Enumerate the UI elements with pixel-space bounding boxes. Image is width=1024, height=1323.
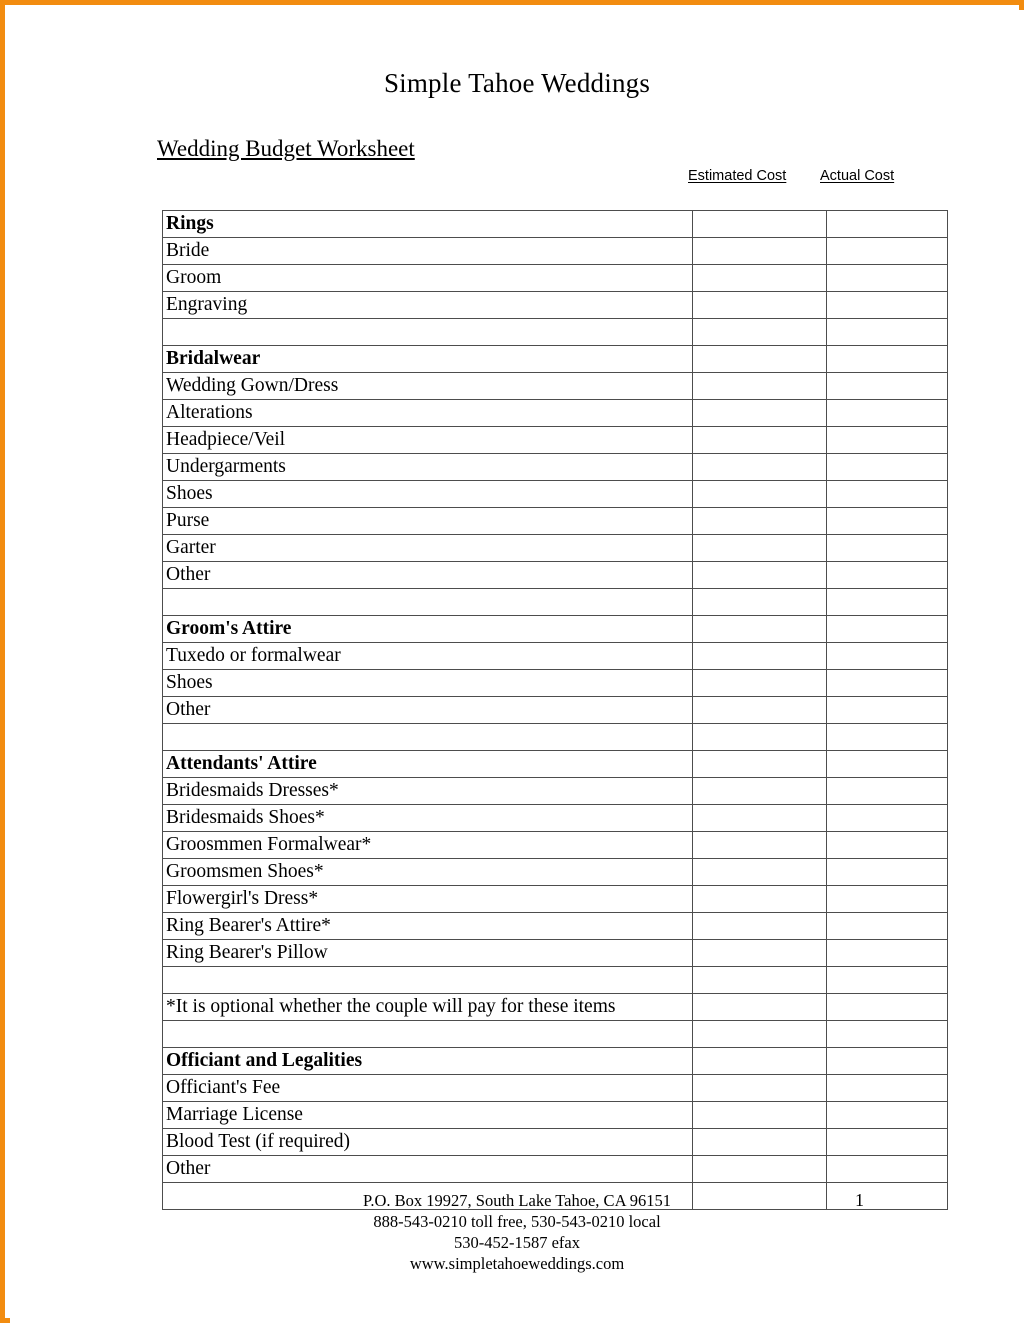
item-label-cell: Engraving	[163, 292, 693, 319]
estimated-cost-cell[interactable]	[693, 616, 827, 643]
estimated-cost-cell[interactable]	[693, 292, 827, 319]
table-row	[163, 400, 948, 427]
table-row	[163, 886, 948, 913]
actual-cost-cell[interactable]	[827, 643, 948, 670]
actual-cost-cell[interactable]	[827, 616, 948, 643]
estimated-cost-cell[interactable]	[693, 319, 827, 346]
table-row	[163, 589, 948, 616]
estimated-cost-cell[interactable]	[693, 562, 827, 589]
item-label-cell: Flowergirl's Dress*	[163, 886, 693, 913]
estimated-cost-cell[interactable]	[693, 643, 827, 670]
estimated-cost-cell[interactable]	[693, 967, 827, 994]
actual-cost-cell[interactable]	[827, 265, 948, 292]
estimated-cost-cell[interactable]	[693, 1075, 827, 1102]
item-label-cell: Other	[163, 697, 693, 724]
section-header-cell: Attendants' Attire	[163, 751, 693, 778]
footer-contact-block	[10, 1190, 1024, 1274]
table-row	[163, 319, 948, 346]
table-row	[163, 454, 948, 481]
actual-cost-cell[interactable]	[827, 670, 948, 697]
item-label-cell: Alterations	[163, 400, 693, 427]
item-label-cell: Bridesmaids Dresses*	[163, 778, 693, 805]
estimated-cost-cell[interactable]	[693, 778, 827, 805]
estimated-cost-cell[interactable]	[693, 859, 827, 886]
table-row	[163, 481, 948, 508]
table-row	[163, 1048, 948, 1075]
actual-cost-cell[interactable]	[827, 211, 948, 238]
item-label-cell: Bridesmaids Shoes*	[163, 805, 693, 832]
spacer-cell	[163, 319, 693, 346]
footer-phone: 888-543-0210 toll free, 530-543-0210 local	[373, 1212, 661, 1231]
actual-cost-cell[interactable]	[827, 994, 948, 1021]
table-row	[163, 805, 948, 832]
item-label-cell: Marriage License	[163, 1102, 693, 1129]
section-header-cell: Officiant and Legalities	[163, 1048, 693, 1075]
item-label-cell: Purse	[163, 508, 693, 535]
estimated-cost-cell[interactable]	[693, 1021, 827, 1048]
actual-cost-cell[interactable]	[827, 535, 948, 562]
actual-cost-cell[interactable]	[827, 1075, 948, 1102]
item-label-cell: Shoes	[163, 670, 693, 697]
table-row	[163, 724, 948, 751]
actual-cost-cell[interactable]	[827, 913, 948, 940]
spacer-cell	[163, 589, 693, 616]
estimated-cost-cell[interactable]	[693, 481, 827, 508]
section-header-cell: Groom's Attire	[163, 616, 693, 643]
budget-table-body	[163, 211, 948, 1210]
actual-cost-cell[interactable]	[827, 859, 948, 886]
table-row	[163, 913, 948, 940]
item-label-cell: Blood Test (if required)	[163, 1129, 693, 1156]
table-row	[163, 616, 948, 643]
table-row	[163, 508, 948, 535]
footer-website: www.simpletahoeweddings.com	[409, 1254, 625, 1273]
table-row	[163, 373, 948, 400]
actual-cost-cell[interactable]	[827, 454, 948, 481]
table-row	[163, 211, 948, 238]
page-number: 1	[855, 1190, 864, 1210]
item-label-cell: Other	[163, 562, 693, 589]
actual-cost-cell[interactable]	[827, 1048, 948, 1075]
actual-cost-cell[interactable]	[827, 562, 948, 589]
footer-fax: 530-452-1587 efax	[453, 1233, 580, 1252]
estimated-cost-cell[interactable]	[693, 886, 827, 913]
item-label-cell: Shoes	[163, 481, 693, 508]
table-row	[163, 697, 948, 724]
table-row	[163, 346, 948, 373]
estimated-cost-cell[interactable]	[693, 940, 827, 967]
spacer-cell	[163, 1021, 693, 1048]
item-label-cell: Groom	[163, 265, 693, 292]
table-row	[163, 292, 948, 319]
estimated-cost-cell[interactable]	[693, 238, 827, 265]
estimated-cost-cell[interactable]	[693, 454, 827, 481]
table-row	[163, 1075, 948, 1102]
item-label-cell: Bride	[163, 238, 693, 265]
item-label-cell: Groomsmen Shoes*	[163, 859, 693, 886]
estimated-cost-cell[interactable]	[693, 346, 827, 373]
column-caption-actual-cost: Actual Cost	[820, 168, 895, 184]
page-content	[10, 10, 1024, 1323]
estimated-cost-cell[interactable]	[693, 265, 827, 292]
table-row	[163, 643, 948, 670]
table-row	[163, 535, 948, 562]
item-label-cell: Undergarments	[163, 454, 693, 481]
actual-cost-cell[interactable]	[827, 886, 948, 913]
estimated-cost-cell[interactable]	[693, 508, 827, 535]
table-row	[163, 1021, 948, 1048]
actual-cost-cell[interactable]	[827, 724, 948, 751]
estimated-cost-cell[interactable]	[693, 211, 827, 238]
actual-cost-cell[interactable]	[827, 805, 948, 832]
item-label-cell: Other	[163, 1156, 693, 1183]
estimated-cost-cell[interactable]	[693, 832, 827, 859]
estimated-cost-cell[interactable]	[693, 427, 827, 454]
actual-cost-cell[interactable]	[827, 481, 948, 508]
table-row	[163, 1156, 948, 1183]
table-row	[163, 1102, 948, 1129]
table-row	[163, 427, 948, 454]
table-row	[163, 940, 948, 967]
estimated-cost-cell[interactable]	[693, 1102, 827, 1129]
estimated-cost-cell[interactable]	[693, 697, 827, 724]
estimated-cost-cell[interactable]	[693, 670, 827, 697]
estimated-cost-cell[interactable]	[693, 724, 827, 751]
column-caption-estimated-cost: Estimated Cost	[688, 168, 787, 184]
item-label-cell: Groosmmen Formalwear*	[163, 832, 693, 859]
estimated-cost-cell[interactable]	[693, 751, 827, 778]
item-label-cell: Ring Bearer's Attire*	[163, 913, 693, 940]
table-row	[163, 238, 948, 265]
table-row	[163, 967, 948, 994]
actual-cost-cell[interactable]	[827, 346, 948, 373]
estimated-cost-cell[interactable]	[693, 1048, 827, 1075]
actual-cost-cell[interactable]	[827, 508, 948, 535]
actual-cost-cell[interactable]	[827, 940, 948, 967]
actual-cost-cell[interactable]	[827, 589, 948, 616]
estimated-cost-cell[interactable]	[693, 805, 827, 832]
item-label-cell: Garter	[163, 535, 693, 562]
estimated-cost-cell[interactable]	[693, 913, 827, 940]
actual-cost-cell[interactable]	[827, 427, 948, 454]
actual-cost-cell[interactable]	[827, 238, 948, 265]
estimated-cost-cell[interactable]	[693, 994, 827, 1021]
actual-cost-cell[interactable]	[827, 1129, 948, 1156]
item-label-cell: Officiant's Fee	[163, 1075, 693, 1102]
estimated-cost-cell[interactable]	[693, 373, 827, 400]
footnote-cell: *It is optional whether the couple will pay for these items	[163, 994, 693, 1021]
budget-table	[162, 210, 948, 1210]
spacer-cell	[163, 967, 693, 994]
table-row	[163, 1129, 948, 1156]
item-label-cell: Wedding Gown/Dress	[163, 373, 693, 400]
table-row	[163, 670, 948, 697]
actual-cost-cell[interactable]	[827, 373, 948, 400]
table-row	[163, 265, 948, 292]
table-row	[163, 562, 948, 589]
section-header-cell: Bridalwear	[163, 346, 693, 373]
table-row	[163, 994, 948, 1021]
actual-cost-cell[interactable]	[827, 1156, 948, 1183]
footer-address: P.O. Box 19927, South Lake Tahoe, CA 96151	[363, 1191, 671, 1210]
estimated-cost-cell[interactable]	[693, 535, 827, 562]
estimated-cost-cell[interactable]	[693, 400, 827, 427]
table-row	[163, 751, 948, 778]
estimated-cost-cell[interactable]	[693, 1156, 827, 1183]
estimated-cost-cell[interactable]	[693, 1129, 827, 1156]
actual-cost-cell[interactable]	[827, 778, 948, 805]
estimated-cost-cell[interactable]	[693, 589, 827, 616]
actual-cost-cell[interactable]	[827, 1102, 948, 1129]
document-title: Simple Tahoe Weddings	[383, 68, 651, 98]
table-row	[163, 859, 948, 886]
actual-cost-cell[interactable]	[827, 1021, 948, 1048]
actual-cost-cell[interactable]	[827, 319, 948, 346]
worksheet-heading: Wedding Budget Worksheet	[157, 136, 415, 161]
actual-cost-cell[interactable]	[827, 967, 948, 994]
item-label-cell: Ring Bearer's Pillow	[163, 940, 693, 967]
actual-cost-cell[interactable]	[827, 292, 948, 319]
actual-cost-cell[interactable]	[827, 400, 948, 427]
item-label-cell: Headpiece/Veil	[163, 427, 693, 454]
table-row	[163, 778, 948, 805]
table-row	[163, 832, 948, 859]
spacer-cell	[163, 724, 693, 751]
item-label-cell: Tuxedo or formalwear	[163, 643, 693, 670]
actual-cost-cell[interactable]	[827, 832, 948, 859]
actual-cost-cell[interactable]	[827, 697, 948, 724]
actual-cost-cell[interactable]	[827, 751, 948, 778]
section-header-cell: Rings	[163, 211, 693, 238]
